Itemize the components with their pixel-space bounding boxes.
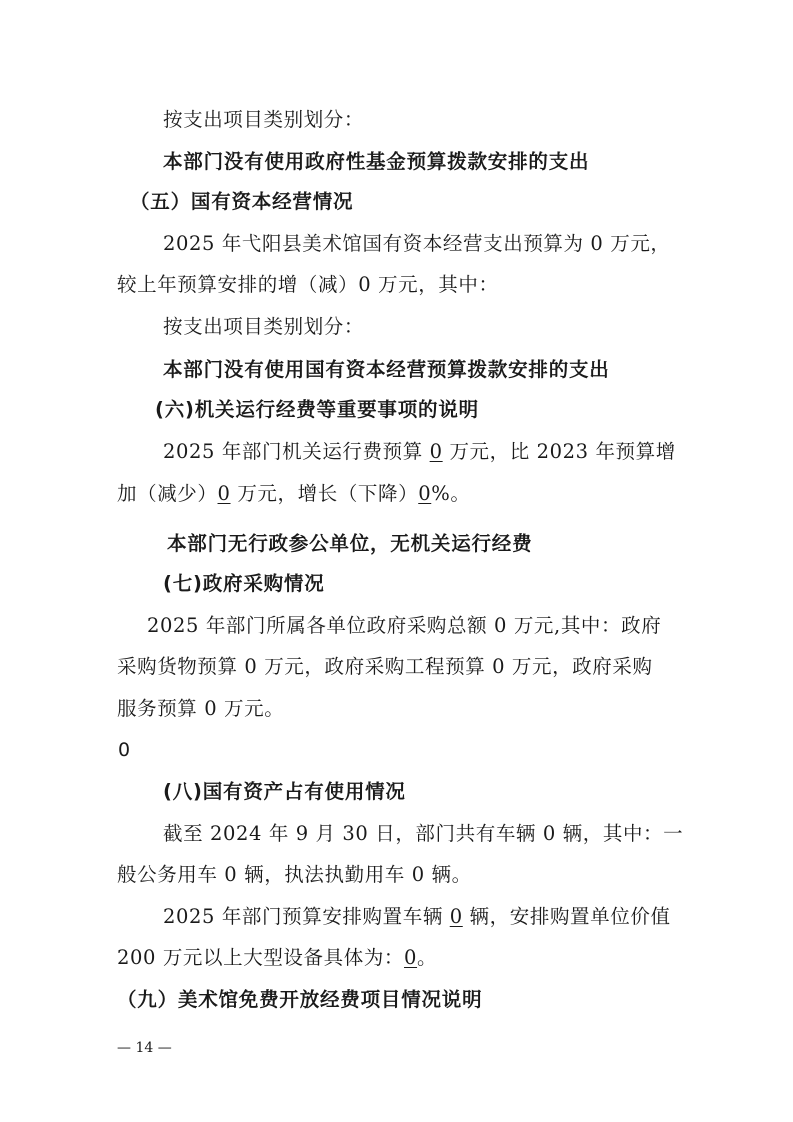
section-7-paragraph-line-1: 2025 年部门所属各单位政府采购总额 0 万元,其中：政府 <box>147 614 662 637</box>
section-8b-text-a: 2025 年部门预算安排购置车辆 <box>163 905 450 928</box>
section-8b-text-b: 辆，安排购置单位价值 <box>462 905 671 928</box>
section-6-text-d: 万元，增长（下降） <box>230 482 419 505</box>
section-8b-text-c: 200 万元以上大型设备具体为： <box>117 946 405 969</box>
section-6-paragraph-line-1 <box>163 437 676 467</box>
section-7-paragraph-line-2: 采购货物预算 0 万元，政府采购工程预算 0 万元，政府采购 <box>117 655 653 678</box>
section-6-paragraph-line-2 <box>117 479 470 509</box>
section-6-text-c: 加（减少） <box>117 482 218 505</box>
section-8-title: (八)国有资产占有使用情况 <box>163 780 406 803</box>
vehicle-purchase-count-value: 0 <box>449 905 463 928</box>
section-6-operating-budget-value: 0 <box>429 440 443 463</box>
category-breakdown-label-2: 按支出项目类别划分： <box>163 315 365 338</box>
section-6-text-e: %。 <box>431 482 471 505</box>
stray-zero-text: 0 <box>118 739 131 761</box>
large-equipment-value: 0 <box>404 946 418 969</box>
section-7-paragraph-line-3: 服务预算 0 万元。 <box>117 697 285 720</box>
section-6-text-b: 万元，比 2023 年预算增 <box>442 440 676 463</box>
section-8-paragraph-line-1: 截至 2024 年 9 月 30 日，部门共有车辆 0 辆，其中：一 <box>163 822 684 845</box>
section-6-text-a: 2025 年部门机关运行费预算 <box>163 440 430 463</box>
section-6-change-percent-value: 0 <box>418 482 432 505</box>
section-6-change-amount-value: 0 <box>217 482 231 505</box>
no-gov-fund-expenditure-heading: 本部门没有使用政府性基金预算拨款安排的支出 <box>163 150 590 173</box>
section-8-paragraph-line-2: 般公务用车 0 辆，执法执勤用车 0 辆。 <box>117 863 472 886</box>
section-8b-paragraph-line-1 <box>163 902 671 932</box>
section-8b-text-d: 。 <box>417 946 438 969</box>
category-breakdown-label-1: 按支出项目类别划分： <box>163 108 365 131</box>
section-9-title: （九）美术馆免费开放经费项目情况说明 <box>117 988 483 1011</box>
section-8b-paragraph-line-2 <box>117 943 437 973</box>
section-5-title: （五）国有资本经营情况 <box>130 190 354 213</box>
section-7-title: (七)政府采购情况 <box>163 572 325 595</box>
section-5-paragraph-line-2: 较上年预算安排的增（减）0 万元，其中： <box>117 273 499 296</box>
page-number: — 14 — <box>117 1040 172 1056</box>
no-state-capital-expenditure-heading: 本部门没有使用国有资本经营预算拨款安排的支出 <box>163 358 610 381</box>
no-administrative-unit-heading: 本部门无行政参公单位，无机关运行经费 <box>167 532 533 555</box>
section-5-paragraph-line-1: 2025 年弋阳县美术馆国有资本经营支出预算为 0 万元， <box>163 232 671 255</box>
section-6-title: (六)机关运行经费等重要事项的说明 <box>155 398 479 421</box>
